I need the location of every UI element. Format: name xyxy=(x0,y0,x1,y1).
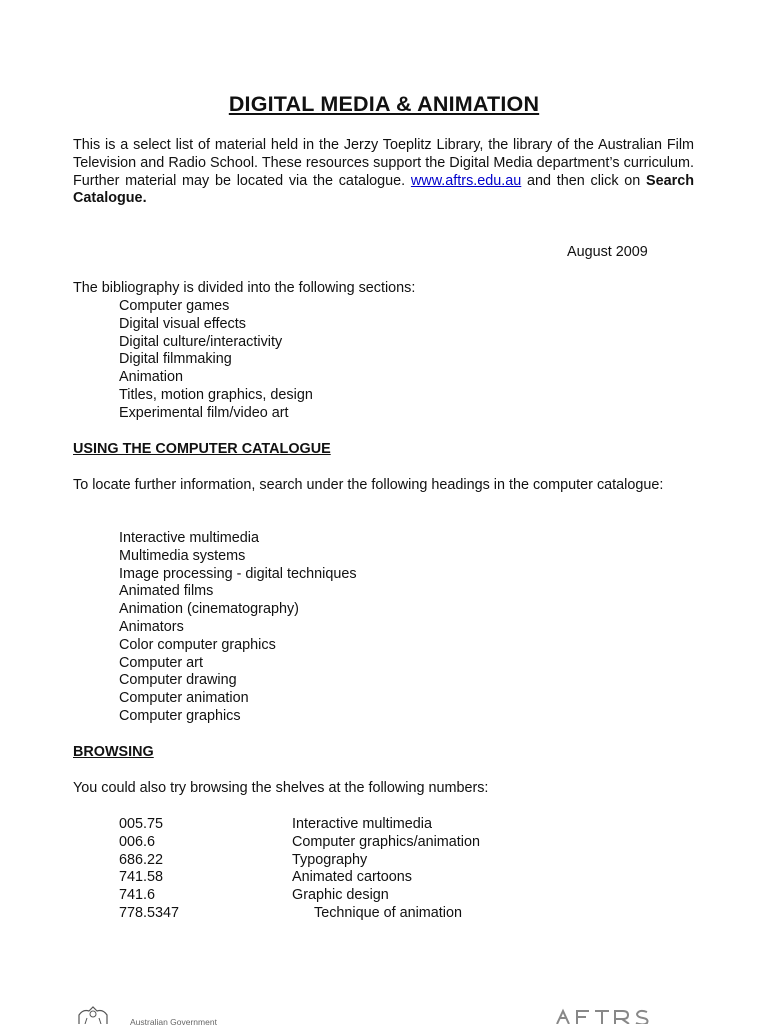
shelf-number: 005.75 xyxy=(119,816,164,832)
catalogue-intro: To locate further information, search under the following headings in the computer catalogue: xyxy=(73,477,664,493)
search-catalogue-text: Search Catalogue. xyxy=(73,172,695,207)
shelf-subject: Animated cartoons xyxy=(292,869,412,886)
section-item: Digital filmmaking xyxy=(119,351,232,368)
catalogue-heading-item: Image processing - digital techniques xyxy=(119,565,357,582)
intro-after-link: and then click on xyxy=(521,172,647,189)
browsing-heading: BROWSING xyxy=(73,744,154,760)
shelf-subject: Interactive multimedia xyxy=(292,816,432,832)
catalogue-heading-item: Computer art xyxy=(119,654,203,671)
section-item: Titles, motion graphics, design xyxy=(119,386,313,403)
section-item: Digital culture/interactivity xyxy=(119,333,283,350)
section-item: Animation xyxy=(119,369,183,386)
shelf-subject: Technique of animation xyxy=(314,904,463,921)
shelf-number: 778.5347 xyxy=(119,904,180,921)
section-item: Digital visual effects xyxy=(119,315,246,332)
shelf-number: 741.58 xyxy=(119,869,164,886)
aftrs-logo xyxy=(553,1003,673,1024)
catalogue-heading-item: Computer animation xyxy=(119,690,249,707)
catalogue-heading-item: Animation (cinematography) xyxy=(119,601,299,618)
document-title: DIGITAL MEDIA & ANIMATION xyxy=(228,92,540,116)
catalogue-heading-item: Animators xyxy=(119,618,184,635)
catalogue-heading-item: Multimedia systems xyxy=(119,547,246,564)
catalogue-heading-item: Color computer graphics xyxy=(119,636,276,653)
section-item: Experimental film/video art xyxy=(119,404,289,421)
shelf-subject: Computer graphics/animation xyxy=(292,833,480,850)
shelf-subject: Graphic design xyxy=(292,887,389,904)
catalogue-heading-item: Computer drawing xyxy=(119,672,237,689)
catalogue-heading-item: Animated films xyxy=(119,583,214,600)
intro-text: This is a select list of material held in the Jerzy Toeplitz Library, the library of the Australian Film Television and Radio School. These resources support the Digital Media department’s curriculum. Further material may be located via the catalogue. xyxy=(73,137,694,189)
shelf-subject: Typography xyxy=(292,851,368,868)
aftrs-website-link[interactable]: www.aftrs.edu.au xyxy=(410,172,522,189)
shelf-number: 741.6 xyxy=(119,887,156,904)
government-text: Australian Government xyxy=(130,1017,217,1027)
section-item: Computer games xyxy=(119,298,230,314)
aftrs-logo-icon xyxy=(553,1003,673,1024)
browsing-intro: You could also try browsing the shelves at the following numbers: xyxy=(73,780,489,796)
catalogue-heading-item: Computer graphics xyxy=(119,707,241,724)
sections-list xyxy=(119,298,313,423)
document-date: August 2009 xyxy=(567,244,648,260)
shelf-number: 006.6 xyxy=(119,833,156,850)
intro-paragraph xyxy=(73,137,694,208)
sections-intro: The bibliography is divided into the following sections: xyxy=(73,280,416,296)
catalogue-heading-item: Interactive multimedia xyxy=(119,530,259,546)
australian-government-logo xyxy=(75,1005,245,1027)
catalogue-headings-list xyxy=(119,530,357,726)
shelf-number: 686.22 xyxy=(119,851,164,868)
coat-of-arms-icon xyxy=(75,1005,123,1024)
catalogue-heading: USING THE COMPUTER CATALOGUE xyxy=(73,441,331,457)
